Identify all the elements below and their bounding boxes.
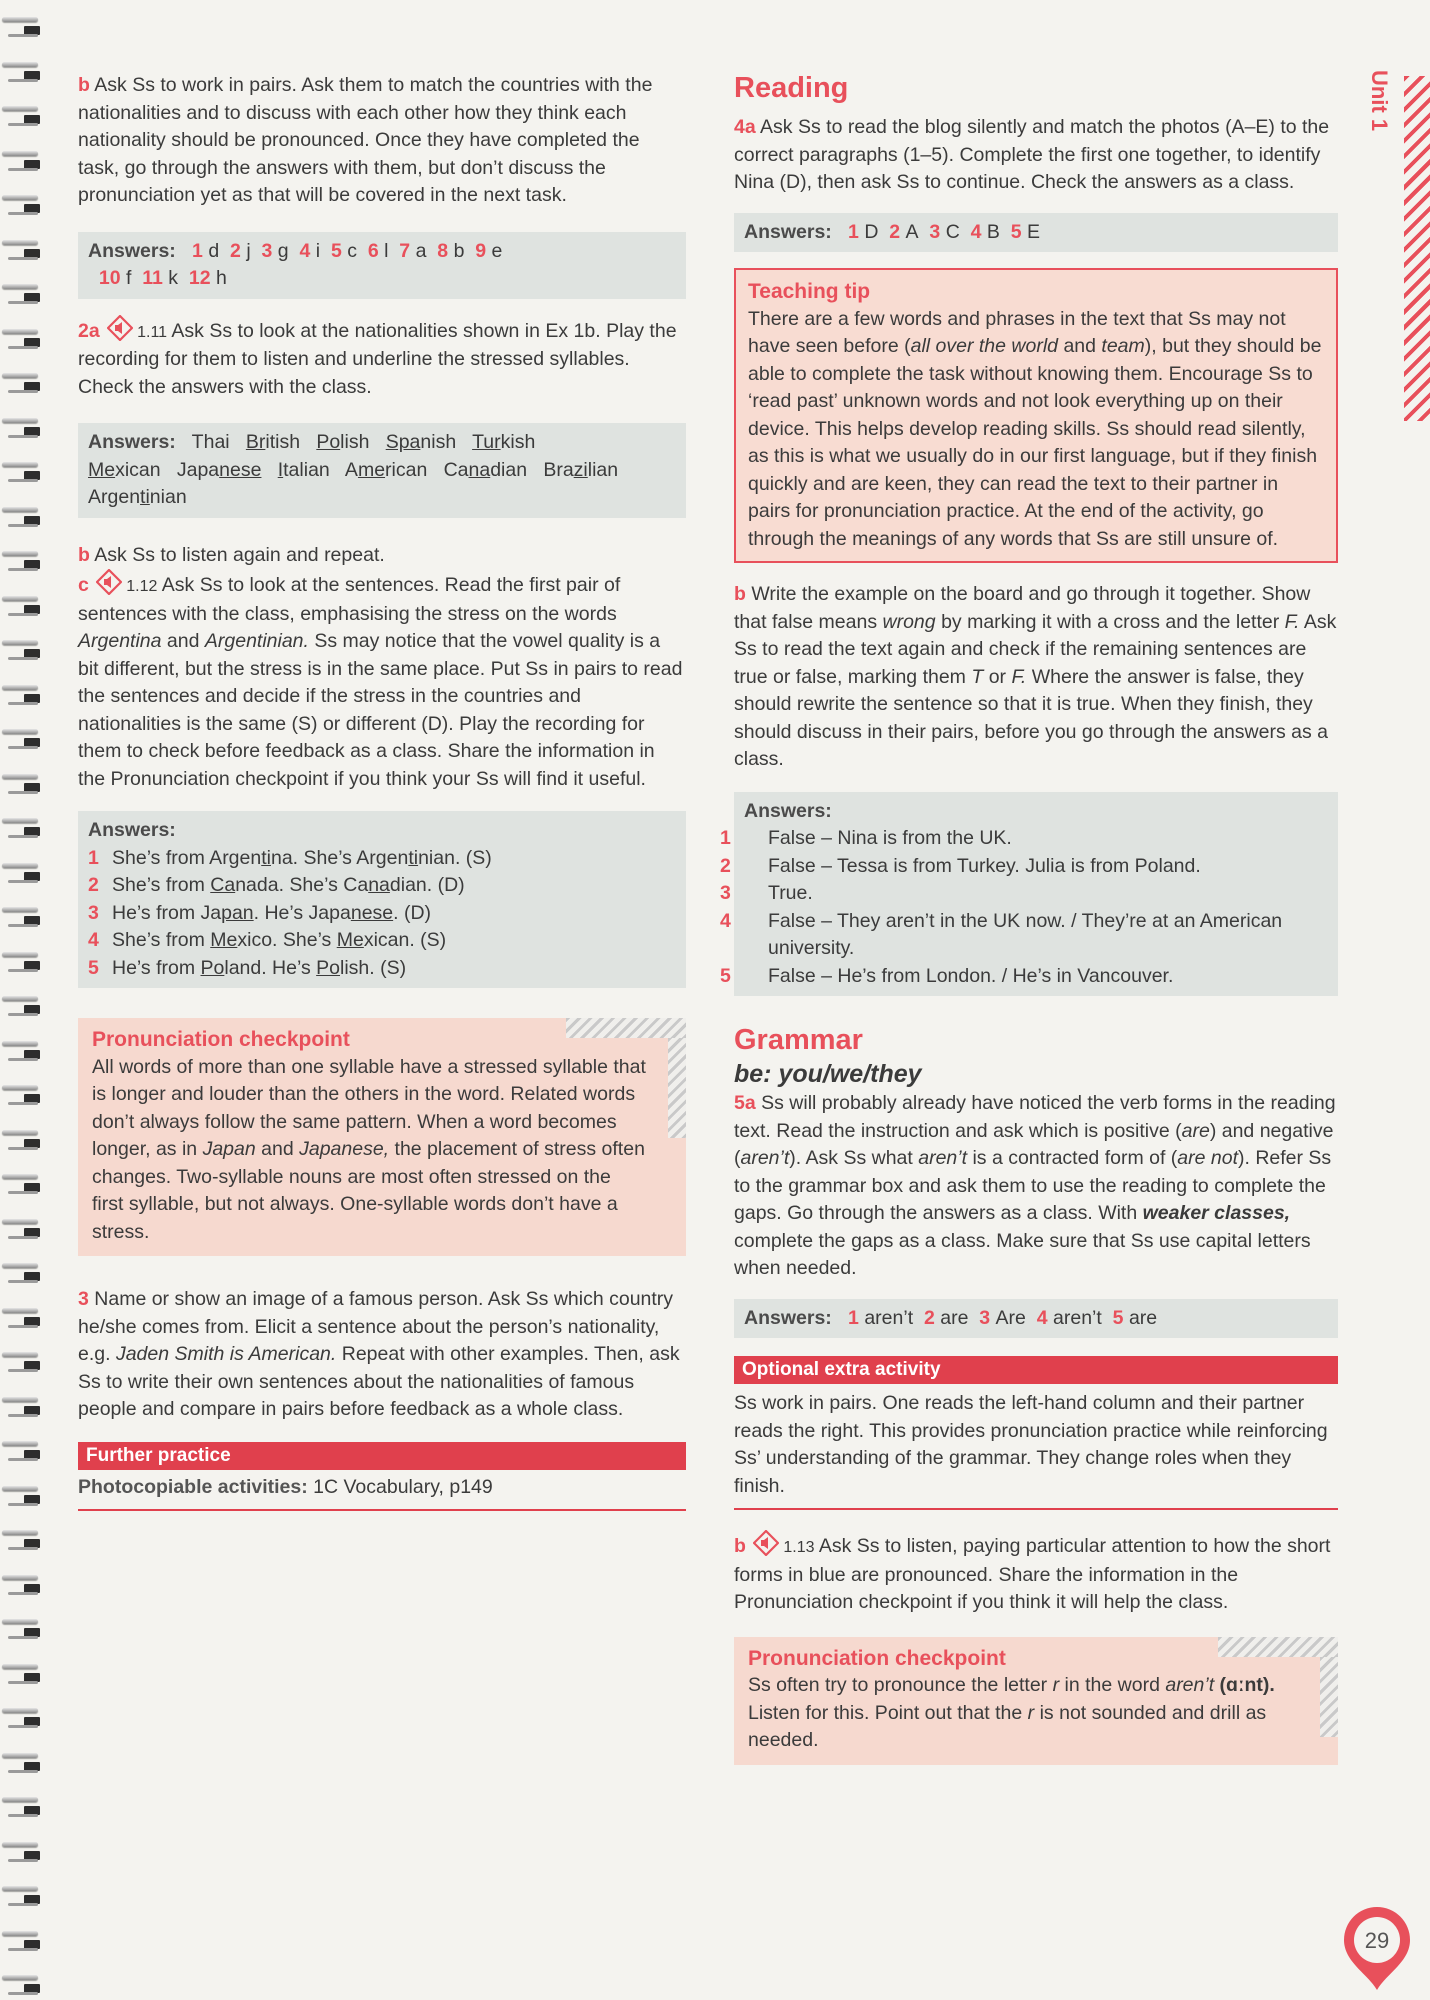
spiral-ring	[2, 324, 42, 352]
spiral-ring	[2, 1347, 42, 1375]
answers-box-1	[78, 232, 686, 299]
spiral-ring	[2, 991, 42, 1019]
answers-box-5a: Answers: 1 aren’t 2 are 3 Are 4 aren’t 5 are	[734, 1299, 1338, 1339]
spiral-ring	[2, 858, 42, 886]
answers-box-4a: Answers: 1 D 2 A 3 C 4 B 5 E	[734, 213, 1338, 253]
answer-number: 3	[929, 220, 941, 243]
answer-value: f	[125, 267, 132, 289]
answer-number: 10	[98, 267, 121, 289]
spiral-ring	[2, 502, 42, 530]
list-item: 5 False – He’s from London. / He’s in Vancouver.	[720, 964, 1174, 987]
answers-heading: Answers:	[88, 239, 176, 262]
spiral-ring	[2, 813, 42, 841]
spiral-ring	[2, 413, 42, 441]
exercise-4a: 4a Ask Ss to read the blog silently and match the photos (A–E) to the correct paragraphs (1–5). Complete the first one together, to identify Nina (D), then ask Ss to continue. Check the answers as a class.	[734, 116, 1330, 193]
spiral-ring	[2, 101, 42, 129]
answer-number: 9	[475, 239, 487, 262]
audio-icon[interactable]	[107, 315, 133, 341]
answer-number: 8	[437, 239, 449, 262]
spiral-ring	[2, 1570, 42, 1598]
unit-stripe-band	[1404, 76, 1430, 421]
answer-number: 2	[889, 220, 901, 243]
further-practice: Photocopiable activities: 1C Vocabulary, p149	[78, 1470, 686, 1512]
decorative-stripes	[1218, 1637, 1338, 1657]
answer-number: 2	[923, 1306, 935, 1329]
answer-value: h	[216, 267, 227, 289]
spiral-ring	[2, 680, 42, 708]
decorative-stripes	[668, 1038, 686, 1138]
answer-number: 5	[330, 239, 342, 262]
spiral-ring	[2, 1392, 42, 1420]
unit-label: Unit 1	[1367, 70, 1392, 132]
answer-number: 4	[299, 239, 311, 262]
exercise-2a: 2a 1.11 Ask Ss to look at the nationalities shown in Ex 1b. Play the recording for them to listen and underline the stressed syllables. Check the answers with the class.	[78, 315, 686, 402]
exercise-1b: b Ask Ss to work in pairs. Ask them to match the countries with the nationalities and to discuss with each other how they think each nationality should be pronounced. Once they have completed the task, go through the answers with them, but don’t discuss the pronunciation yet as that will be covered in the next task.	[78, 74, 653, 206]
spiral-ring	[2, 368, 42, 396]
answers-box-2: Answers: Thai British Polish Spanish Turkish Mexican Japanese Italian American Canadian Brazilian Argentinian	[78, 423, 686, 518]
answer-number: 3	[979, 1306, 991, 1329]
teaching-tip: Teaching tip There are a few words and phrases in the text that Ss may not have seen before (all over the world and team), but they should be able to complete the task without knowing them. Encourage Ss to ‘read past’ unknown words and not look everything up on their device. This helps develop reading skills. Ss should read silently, as this is what we usually do in our first language, but if they finish quickly and are keen, they can read the text to their partner in pairs for pronunciation practice. At the end of the activity, go through the meanings of any words that Ss are still unsure of.	[734, 268, 1338, 563]
answer-number: 5	[1112, 1306, 1124, 1329]
spiral-ring	[2, 1659, 42, 1687]
spiral-ring	[2, 724, 42, 752]
spiral-ring	[2, 947, 42, 975]
answer-value: D	[864, 220, 879, 243]
exercise-2b: b Ask Ss to listen again and repeat.	[78, 543, 385, 566]
exercise-5b: b 1.13 Ask Ss to listen, paying particular attention to how the short forms in blue are pronounced. Share the information in the Pronunciation checkpoint if you think it will help the class.	[734, 1530, 1338, 1617]
spiral-ring	[2, 1792, 42, 1820]
spiral-ring	[2, 769, 42, 797]
spiral-ring	[2, 457, 42, 485]
spiral-ring	[2, 902, 42, 930]
answer-number: 1	[848, 220, 859, 243]
grammar-subheading: be: you/we/they	[734, 1060, 922, 1088]
spiral-ring	[2, 591, 42, 619]
answer-value: aren’t	[864, 1306, 914, 1329]
spiral-ring	[2, 12, 42, 40]
spiral-ring	[2, 1614, 42, 1642]
spiral-ring	[2, 1303, 42, 1331]
answer-number: 2	[230, 239, 241, 262]
answer-value: c	[347, 239, 357, 262]
answer-value: g	[277, 239, 289, 262]
spiral-ring	[2, 1214, 42, 1242]
answer-value: l	[384, 239, 389, 262]
optional-extra-heading: Optional extra activity	[734, 1356, 1338, 1384]
further-practice-heading: Further practice	[78, 1442, 686, 1470]
list-item: 2 False – Tessa is from Turkey. Julia is from Poland.	[720, 854, 1201, 877]
spiral-ring	[2, 57, 42, 85]
answer-value: B	[986, 220, 1000, 243]
spiral-ring	[2, 1970, 42, 1998]
answer-value: k	[168, 267, 179, 289]
exercise-4b: b Write the example on the board and go through it together. Show that false means wrong by marking it with a cross and the letter F. Ask Ss to read the text again and check if the remaining sentences are true or false, marking them T or F. Where the answer is false, they should rewrite the sentence so that it is true. When they finish, they should discuss in their pairs, before you go through the answers as a class.	[734, 583, 1337, 770]
decorative-stripes	[1320, 1657, 1338, 1737]
answer-number: 1	[192, 239, 203, 262]
spiral-ring	[2, 235, 42, 263]
reading-heading: Reading	[734, 72, 849, 104]
spiral-ring	[2, 1169, 42, 1197]
page-number-badge	[1340, 1904, 1414, 1994]
optional-extra-activity: Ss work in pairs. One reads the left-hand column and their partner reads the right. This provides pronunciation practice while reinforcing Ss’ understanding of the grammar. They change roles when they finish.	[734, 1384, 1338, 1510]
answer-number: 11	[142, 267, 163, 289]
answer-value: e	[491, 239, 503, 262]
spiral-ring	[2, 1036, 42, 1064]
answer-value: Are	[995, 1306, 1026, 1329]
answer-number: 12	[188, 267, 211, 289]
list-item: 4 False – They aren’t in the UK now. / They’re at an American university.	[720, 909, 1283, 959]
pronunciation-checkpoint-1: Pronunciation checkpoint All words of more than one syllable have a stressed syllable that is longer and louder than the others in the word. Related words don’t always follow the same pattern. When a word becomes longer, as in Japan and Japanese, the placement of stress often changes. Two-syllable nouns are most often stressed on the first syllable, but not always. One-syllable words don’t have a stress.	[78, 1018, 686, 1256]
spiral-ring	[2, 1481, 42, 1509]
spiral-ring	[2, 1837, 42, 1865]
list-item: 2 She’s from Canada. She’s Canadian. (D)	[88, 874, 465, 896]
spiral-ring	[2, 146, 42, 174]
spiral-ring	[2, 1703, 42, 1731]
grammar-heading: Grammar	[734, 1024, 863, 1056]
answer-value: are	[940, 1306, 969, 1329]
spiral-binding	[0, 0, 50, 2000]
spiral-ring	[2, 1881, 42, 1909]
list-item: 4 She’s from Mexico. She’s Mexican. (S)	[88, 929, 447, 951]
spiral-ring	[2, 1748, 42, 1776]
spiral-ring	[2, 279, 42, 307]
audio-icon[interactable]	[753, 1530, 779, 1556]
answer-value: i	[315, 239, 321, 262]
exercise-2c: c 1.12 Ask Ss to look at the sentences. Read the first pair of sentences with the class, emphasising the stress on the words Argentina and Argentinian. Ss may notice that the vowel quality is a bit different, but the stress is in the same place. Put Ss in pairs to read the sentences and decide if the stress in the countries and nationalities is the same (S) or different (D). Play the recording for them to check before feedback as a class. Share the information in the Pronunciation checkpoint if you think your Ss will find it useful.	[78, 569, 686, 793]
answers-box-4b: Answers: 1 False – Nina is from the UK. 2 False – Tessa is from Turkey. Julia is from Poland. 3 True. 4 False – They aren’t in the UK now. / They’re at an American university. 5 False – He’s from London. / He’s in Vancouver.	[734, 792, 1338, 997]
audio-icon[interactable]	[96, 569, 122, 595]
left-column	[78, 72, 686, 1511]
spiral-ring	[2, 190, 42, 218]
right-column	[720, 70, 1338, 1765]
answer-number: 5	[1010, 220, 1022, 243]
spiral-ring	[2, 1080, 42, 1108]
answer-value: C	[945, 220, 960, 243]
answer-number: 4	[1036, 1306, 1048, 1329]
answers-box-3: Answers: 1 She’s from Argentina. She’s Argentinian. (S) 2 She’s from Canada. She’s Canadian. (D) 3 He’s from Japan. He’s Japanese. (D) 4 She’s from Mexico. She’s Mexican. (S) 5 He’s from Poland. He’s Polish. (S)	[78, 811, 686, 988]
list-item: 1 She’s from Argentina. She’s Argentinian. (S)	[88, 846, 492, 869]
answer-value: E	[1027, 220, 1041, 243]
answer-number: 7	[399, 239, 411, 262]
answer-value: aren’t	[1053, 1306, 1102, 1329]
answer-value: are	[1128, 1306, 1158, 1329]
answer-value: b	[453, 239, 465, 262]
spiral-ring	[2, 635, 42, 663]
answer-value: d	[208, 239, 220, 262]
spiral-ring	[2, 546, 42, 574]
list-item: 3 He’s from Japan. He’s Japanese. (D)	[88, 901, 432, 924]
spiral-ring	[2, 1125, 42, 1153]
exercise-5a: 5a Ss will probably already have noticed the verb forms in the reading text. Read the instruction and ask which is positive (are) and negative (aren’t). Ask Ss what aren’t is a contracted form of (are not). Refer Ss to the grammar box and ask them to use the reading to complete the gaps. Go through the answers as a class. With weaker classes, complete the gaps as a class. Make sure that Ss use capital letters when needed.	[734, 1092, 1336, 1279]
answer-number: 4	[970, 220, 982, 243]
answer-number: 3	[261, 239, 273, 262]
spiral-ring	[2, 1926, 42, 1954]
answer-value: a	[415, 239, 427, 262]
spiral-ring	[2, 1525, 42, 1553]
list-item: 3 True.	[720, 882, 813, 904]
exercise-3: 3 Name or show an image of a famous person. Ask Ss which country he/she comes from. Elicit a sentence about the person’s nationality, e.g. Jaden Smith is American. Repeat with other examples. Then, ask Ss to write their own sentences about the nationalities of famous people and compare in pairs before feedback as a whole class.	[78, 1288, 680, 1420]
decorative-stripes	[566, 1018, 686, 1038]
answer-value: j	[246, 239, 251, 262]
answer-number: 6	[367, 239, 379, 262]
page-number: 29	[1364, 1928, 1390, 1953]
answer-value: A	[905, 220, 919, 243]
pronunciation-checkpoint-2: Pronunciation checkpoint Ss often try to pronounce the letter r in the word aren’t (ɑːnt). Listen for this. Point out that the r is not sounded and drill as needed.	[734, 1637, 1338, 1765]
list-item: 5 He’s from Poland. He’s Polish. (S)	[88, 956, 407, 979]
spiral-ring	[2, 1436, 42, 1464]
answer-number: 1	[848, 1306, 859, 1329]
spiral-ring	[2, 1258, 42, 1286]
list-item: 1 False – Nina is from the UK.	[720, 827, 1012, 849]
